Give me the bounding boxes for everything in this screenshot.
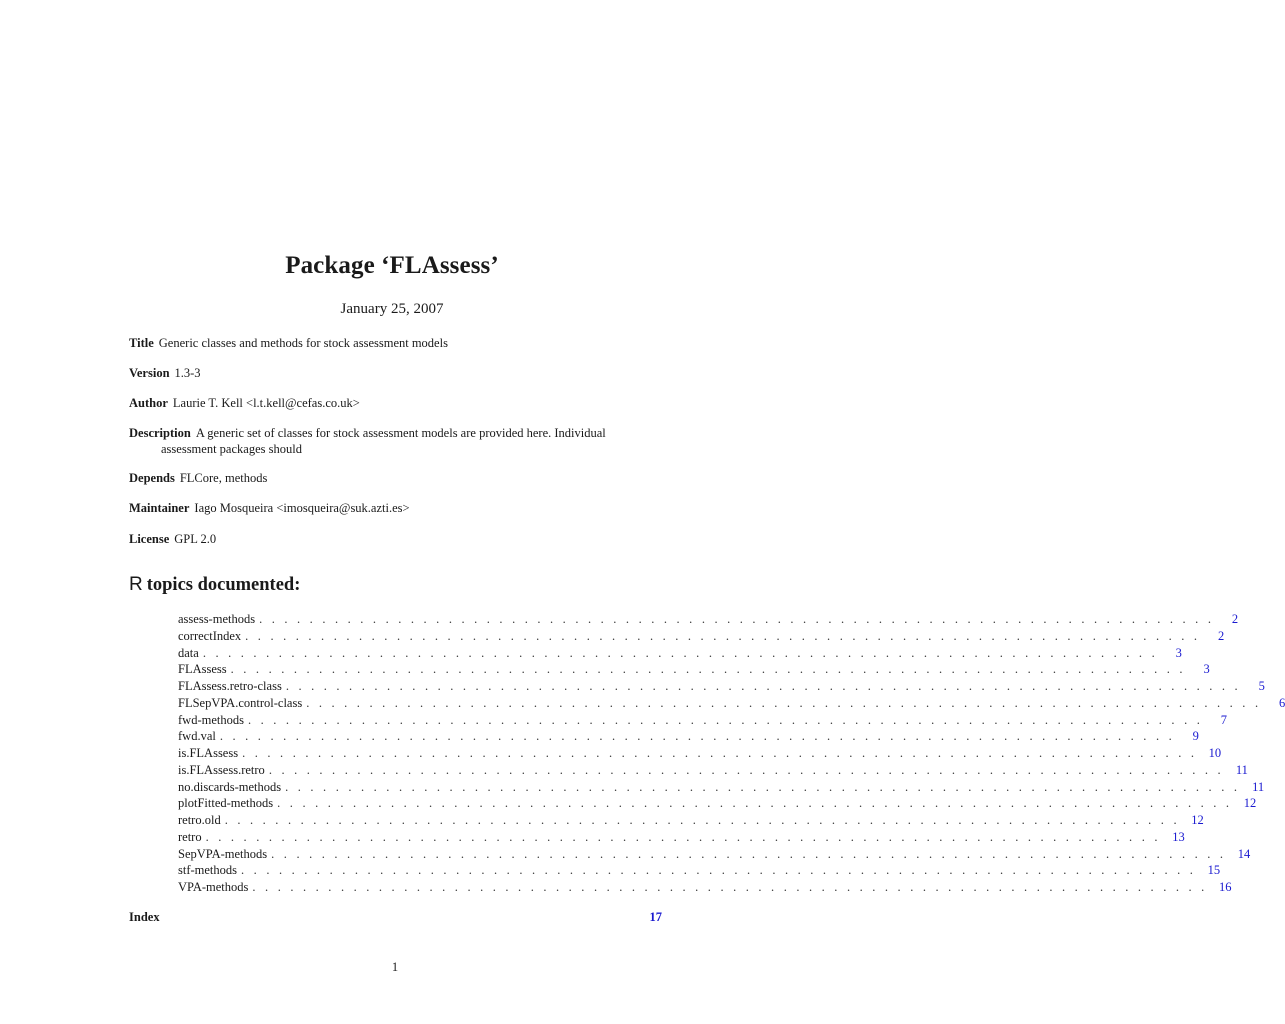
toc-entry-name: assess-methods (178, 612, 256, 626)
toc-entry[interactable] (178, 846, 1251, 864)
field-author (129, 395, 649, 411)
field-version (129, 365, 649, 381)
toc-entry-page-link[interactable]: 14 (1237, 846, 1251, 861)
toc-entry[interactable] (178, 662, 1210, 679)
toc-entry-name: data (178, 645, 199, 660)
field-description-label: Description (129, 426, 191, 440)
toc-leader-dots: . . . . . . . . . . . . . . . . . . . . . . . . . . . . . . . . . . . . . . . . . . . . . . . . . . . . . . . . . . . . . . . . . . . . . . . . . . . . (205, 829, 1161, 844)
toc-entry-name: fwd-methods (178, 712, 244, 727)
field-maintainer (129, 500, 649, 516)
field-title-label: Title (129, 336, 154, 350)
toc-entry-name: stf-methods (178, 863, 238, 878)
field-description (129, 425, 669, 457)
toc-entry-page-link[interactable]: 11 (1235, 762, 1248, 777)
toc-entry-page-link[interactable]: 2 (1231, 612, 1239, 626)
toc-leader-dots: . . . . . . . . . . . . . . . . . . . . . . . . . . . . . . . . . . . . . . . . . . . . . . . . . . . . . . . . . . . . . . . . . . . . . . . . . . . . (277, 796, 1233, 811)
toc-entry-name: VPA-methods (178, 880, 249, 894)
toc-leader-dots: . . . . . . . . . . . . . . . . . . . . . . . . . . . . . . . . . . . . . . . . . . . . . . . . . . . . . . . . . . . . . . . . . . . . . . . . . . . . (242, 746, 1198, 760)
field-depends-value: FLCore, methods (179, 471, 268, 485)
toc-entry[interactable] (178, 813, 1204, 830)
field-depends (129, 470, 649, 486)
field-author-value: Laurie T. Kell <l.t.kell@cefas.co.uk> (172, 396, 360, 410)
toc-leader-dots: . . . . . . . . . . . . . . . . . . . . . . . . . . . . . . . . . . . . . . . . . . . . . . . . . . . . . . . . . . . . . . . . . . . . . . . . . . . . (245, 628, 1201, 643)
toc-leader-dots: . . . . . . . . . . . . . . . . . . . . . . . . . . . . . . . . . . . . . . . . . . . . . . . . . . . . . . . . . . . . . . . . . . . . . . . . . . . . (285, 679, 1241, 693)
toc-leader-dots: . . . . . . . . . . . . . . . . . . . . . . . . . . . . . . . . . . . . . . . . . . . . . . . . . . . . . . . . . . . . . . . . . . . . . . . . . . . . (252, 880, 1208, 894)
toc-entry[interactable] (178, 796, 1257, 813)
page-number: 1 (391, 960, 399, 974)
toc-entry[interactable] (178, 628, 1225, 646)
toc-leader-dots: . . . . . . . . . . . . . . . . . . . . . . . . . . . . . . . . . . . . . . . . . . . . . . . . . . . . . . . . . . . . . . . . . . . . . . . . . . . . (306, 695, 1262, 710)
toc-entry-page-link[interactable]: 11 (1252, 779, 1265, 794)
toc-entry-name: FLSepVPA.control-class (178, 695, 303, 710)
toc-entry-page-link[interactable]: 3 (1175, 645, 1182, 660)
toc-entry-page-link[interactable]: 2 (1217, 628, 1225, 643)
toc-entry-page-link[interactable]: 7 (1220, 712, 1228, 727)
toc-leader-dots: . . . . . . . . . . . . . . . . . . . . . . . . . . . . . . . . . . . . . . . . . . . . . . . . . . . . . . . . . . . . . . . . . . . . . . . . . . . . (224, 813, 1180, 827)
field-depends-label: Depends (129, 471, 175, 485)
toc-entry[interactable] (178, 612, 1239, 629)
toc-entry[interactable] (178, 679, 1265, 696)
toc-entry[interactable] (178, 762, 1248, 780)
toc-entry-page-link[interactable]: 5 (1258, 679, 1265, 693)
field-version-value: 1.3-3 (174, 366, 201, 380)
toc-entry[interactable] (178, 729, 1199, 746)
field-license-value: GPL 2.0 (174, 532, 217, 546)
toc-entry-name: correctIndex (178, 628, 242, 643)
field-maintainer-value: Iago Mosqueira <imosqueira@suk.azti.es> (194, 501, 410, 515)
toc-heading (129, 574, 300, 596)
toc-entry-page-link[interactable]: 6 (1279, 695, 1285, 710)
toc-leader-dots: . . . . . . . . . . . . . . . . . . . . . . . . . . . . . . . . . . . . . . . . . . . . . . . . . . . . . . . . . . . . . . . . . . . . . . . . . . . . (268, 762, 1224, 777)
field-license (129, 531, 649, 547)
toc-entry-name: is.FLAssess (178, 746, 239, 760)
toc-entry-page-link[interactable]: 3 (1203, 662, 1210, 677)
toc-entry-page-link[interactable]: 10 (1208, 746, 1222, 760)
field-author-label: Author (129, 396, 168, 410)
toc-entry-page-link[interactable]: 9 (1192, 729, 1199, 744)
toc-entry-name: retro (178, 829, 202, 844)
toc-leader-dots: . . . . . . . . . . . . . . . . . . . . . . . . . . . . . . . . . . . . . . . . . . . . . . . . . . . . . . . . . . . . . . . . . . . . . . . . . . . . (241, 863, 1197, 878)
toc-leader-dots: . . . . . . . . . . . . . . . . . . . . . . . . . . . . . . . . . . . . . . . . . . . . . . . . . . . . . . . . . . . . . . . . . . . . . . . . . . . . (247, 712, 1204, 727)
field-title-value: Generic classes and methods for stock assessment models (158, 336, 448, 350)
index-entry[interactable] (129, 910, 662, 925)
toc-entry-name: plotFitted-methods (178, 796, 274, 811)
toc-entry[interactable] (178, 829, 1185, 847)
toc-entry-name: SepVPA-methods (178, 846, 268, 861)
toc-entry[interactable] (178, 712, 1228, 730)
toc-entry[interactable] (178, 645, 1182, 663)
field-license-label: License (129, 532, 170, 546)
toc-entry[interactable] (178, 695, 1285, 713)
page-title: Package ‘FLAssess’ (285, 252, 499, 279)
toc-entry-name: retro.old (178, 813, 221, 827)
toc-leader-dots: . . . . . . . . . . . . . . . . . . . . . . . . . . . . . . . . . . . . . . . . . . . . . . . . . . . . . . . . . . . . . . . . . . . . . . . . . . . . (219, 729, 1175, 744)
toc-entry-page-link[interactable]: 15 (1207, 863, 1221, 878)
toc-entry[interactable] (178, 880, 1232, 897)
toc-entry-page-link[interactable]: 13 (1172, 829, 1185, 844)
index-page-link[interactable]: 17 (649, 910, 662, 924)
field-maintainer-label: Maintainer (129, 501, 190, 515)
field-description-value: A generic set of classes for stock assessment models are provided here. Individual (195, 426, 606, 440)
toc-entry-page-link[interactable]: 12 (1243, 796, 1257, 811)
toc-entry-name: FLAssess.retro-class (178, 679, 282, 693)
toc-entry[interactable] (178, 746, 1222, 763)
toc-leader-dots: . . . . . . . . . . . . . . . . . . . . . . . . . . . . . . . . . . . . . . . . . . . . . . . . . . . . . . . . . . . . . . . . . . . . . . . . . . . . (285, 779, 1241, 794)
toc-entry-name: no.discards-methods (178, 779, 282, 794)
page-date: January 25, 2007 (340, 301, 444, 317)
toc-entry-name: is.FLAssess.retro (178, 762, 265, 777)
toc-leader-dots: . . . . . . . . . . . . . . . . . . . . . . . . . . . . . . . . . . . . . . . . . . . . . . . . . . . . . . . . . . . . . . . . . . . . . . . . . . . . (271, 846, 1227, 861)
field-description-continuation: assessment packages should (161, 442, 302, 456)
toc-entry-name: fwd.val (178, 729, 216, 744)
toc-leader-dots: . . . . . . . . . . . . . . . . . . . . . . . . . . . . . . . . . . . . . . . . . . . . . . . . . . . . . . . . . . . . . . . . . . . . . . . . . . . . (230, 662, 1186, 677)
toc-entry-page-link[interactable]: 16 (1218, 880, 1232, 894)
field-version-label: Version (129, 366, 170, 380)
toc-entry[interactable] (178, 863, 1221, 880)
r-logo-icon: R (129, 574, 143, 595)
toc-leader-dots: . . . . . . . . . . . . . . . . . . . . . . . . . . . . . . . . . . . . . . . . . . . . . . . . . . . . . . . . . . . . . . . . . . . . . . . . . . . . (259, 612, 1215, 626)
toc-entry-page-link[interactable]: 12 (1191, 813, 1204, 827)
toc-entry-name: FLAssess (178, 662, 227, 677)
field-title (129, 335, 649, 351)
toc-entry[interactable] (178, 779, 1265, 797)
toc-leader-dots: . . . . . . . . . . . . . . . . . . . . . . . . . . . . . . . . . . . . . . . . . . . . . . . . . . . . . . . . . . . . . . . . . . . . . . . . . . . . (202, 645, 1158, 660)
index-label: Index (129, 910, 160, 924)
toc-list (178, 612, 1285, 897)
toc-heading-text: topics documented: (146, 575, 301, 595)
